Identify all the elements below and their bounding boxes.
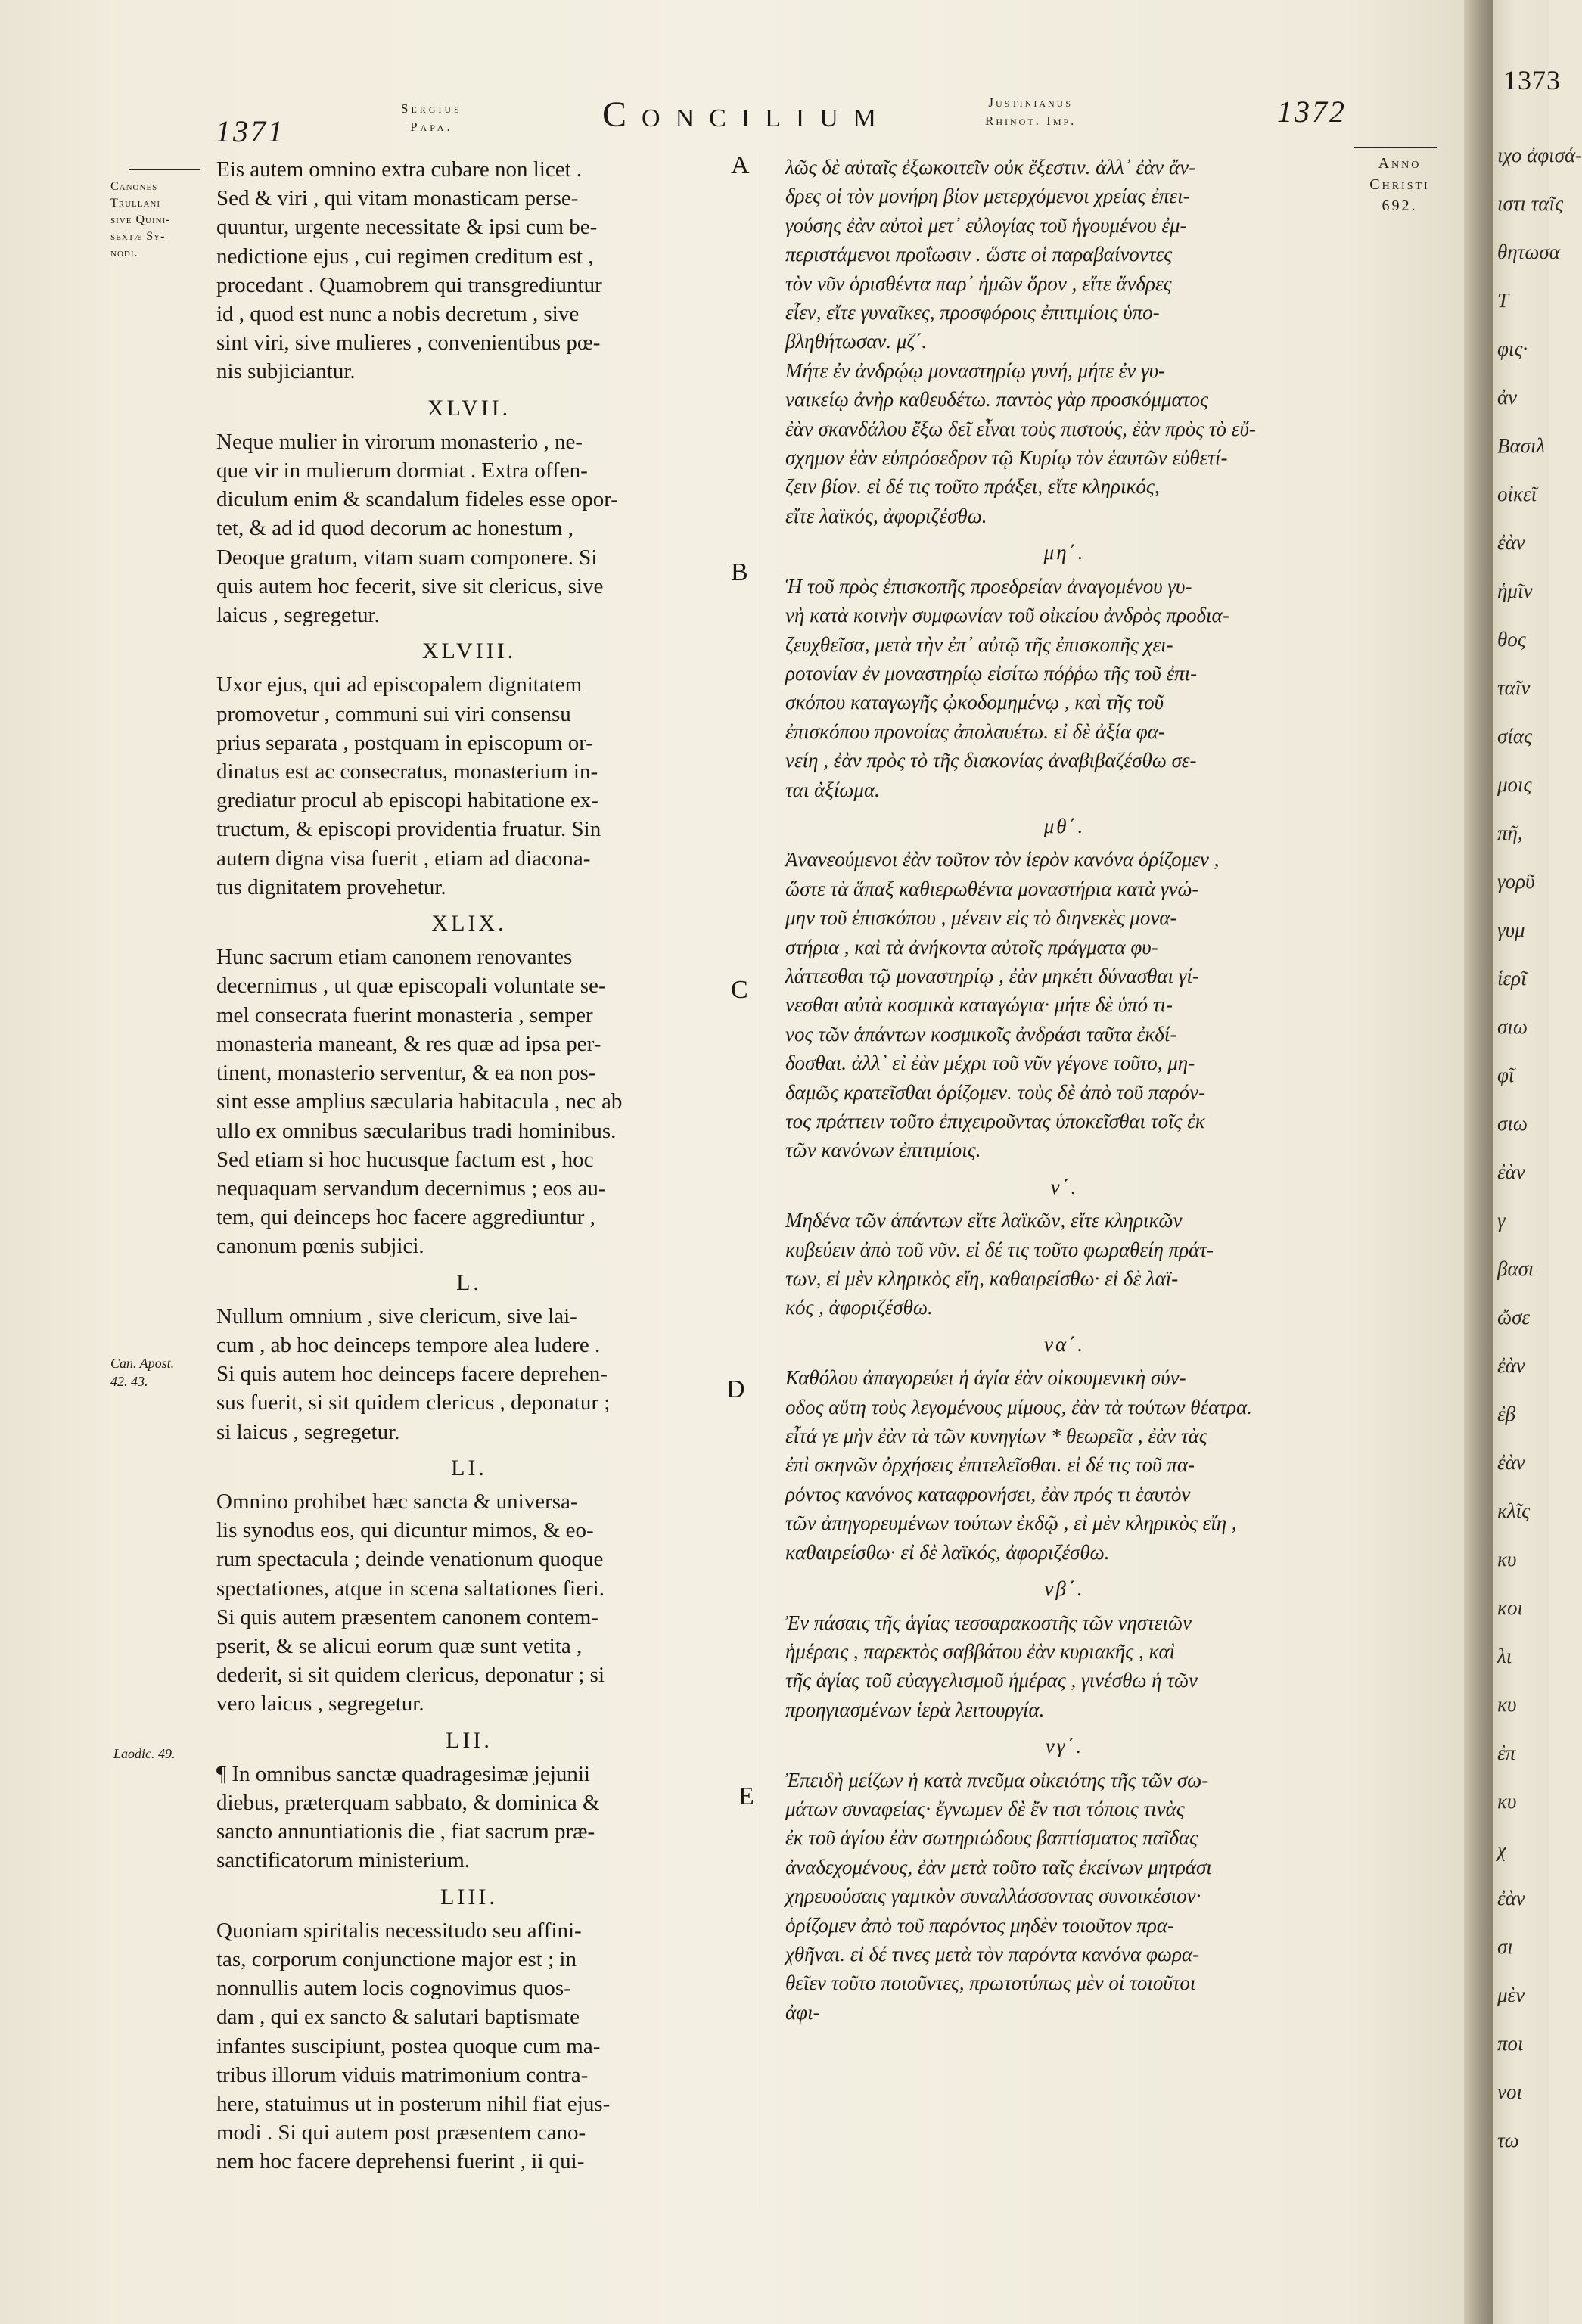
greek-line: βληθήτωσαν. μζ΄.: [785, 330, 928, 353]
latin-line: autem digna visa fuerit , etiam ad diacona-: [216, 846, 591, 871]
greek-line: ζευχθεῖσα, μετὰ τὴν ἐπ᾽ αὐτῷ τῆς ἐπισκοπῆς χει-: [785, 632, 1173, 656]
latin-line: dam , qui ex sancto & salutari baptismate: [216, 2005, 580, 2030]
latin-line: si laicus , segregetur.: [216, 1419, 400, 1444]
facing-page-fragment: Βασιλ: [1497, 434, 1546, 457]
latin-line: sanctificatorum ministerium.: [216, 1848, 471, 1873]
greek-line: θεῖεν τοῦτο ποιοῦντες, πρωτοτύπως μὲν οἱ τοιοῦτοι: [785, 1971, 1196, 1995]
greek-line: γούσης ἐὰν αὐτοὶ μετ᾽ εὐλογίας τοῦ ἡγουμένου ἐμ-: [785, 213, 1187, 237]
greek-line: δαμῶς κρατεῖσθαι ὁρίζομεν. τοὺς δὲ ἀπὸ τοῦ παρόν-: [785, 1080, 1206, 1104]
latin-line: prius separata , postquam in episcopum or-: [216, 730, 593, 755]
greek-line: ζειν βίον. εἰ δέ τις τοῦτο πράξει, εἴτε κληρικός,: [785, 475, 1160, 499]
facing-page-fragment: ἐὰν: [1497, 1451, 1525, 1474]
latin-line: cum , ab hoc deinceps tempore alea ludere .: [216, 1332, 601, 1357]
greek-heading: νβ΄.: [1044, 1577, 1085, 1601]
facing-page-fragment: ἐὰν: [1497, 1354, 1525, 1377]
facing-page-fragment: κυ: [1497, 1693, 1517, 1716]
latin-line: nequaquam servandum decernimus ; eos au-: [216, 1176, 606, 1201]
anno-line: Christi: [1369, 176, 1430, 193]
greek-line: ρόντος κανόνος καταφρονήσει, ἐὰν πρός τι ἑαυτὸν: [785, 1482, 1191, 1505]
greek-line: ἡμέραις , παρεκτὸς σαββάτου ἐὰν κυριακῆς , καὶ: [785, 1639, 1176, 1663]
margin-note-anno: [1354, 153, 1445, 216]
greek-line: νος τῶν ἁπάντων κοσμικοῖς ἀνδράσι ταῦτα ἐκδί-: [785, 1022, 1177, 1045]
latin-line: Si quis autem hoc deinceps facere deprehen-: [216, 1362, 608, 1387]
latin-line: Quoniam spiritalis necessitudo seu affini-: [216, 1918, 582, 1943]
facing-page-fragment: ἐπ: [1497, 1741, 1516, 1764]
greek-line: μάτων συναφείας· ἔγνωμεν δὲ ἔν τισι τόποις τινὰς: [785, 1797, 1185, 1820]
latin-line: ¶ In omnibus sanctæ quadragesimæ jejunii: [216, 1761, 590, 1786]
facing-page-fragment: κυ: [1497, 1548, 1517, 1571]
greek-heading: μη΄.: [1043, 541, 1086, 564]
greek-heading: ν΄.: [1050, 1175, 1079, 1198]
greek-column: [785, 153, 1344, 2027]
facing-page-fragment: ποι: [1497, 2032, 1524, 2055]
latin-line: mel consecrata fuerint monasteria , semper: [216, 1002, 593, 1027]
latin-line: nis subjiciantur.: [216, 359, 356, 384]
facing-page-fragment: ταῖν: [1497, 676, 1531, 699]
greek-heading: μθ΄.: [1043, 814, 1086, 837]
greek-line: κός , ἀφοριζέσθω.: [785, 1296, 933, 1319]
latin-line: nem hoc facere deprehensi fuerint , ii qui-: [216, 2149, 585, 2174]
margin-note-line: Can. Apost.: [110, 1356, 175, 1371]
section-letter-d: D: [726, 1375, 745, 1403]
margin-note-line: nodi.: [110, 247, 138, 259]
latin-line: decernimus , ut quæ episcopali voluntate se-: [216, 974, 606, 999]
margin-rule-left: [129, 169, 200, 170]
facing-page-fragment: ὤσε: [1497, 1306, 1531, 1328]
running-head-left-line: Papa.: [410, 120, 453, 134]
latin-line: tinent, monasterio serventur, & ea non pos-: [216, 1061, 596, 1086]
facing-page-fragment: σι: [1497, 1935, 1513, 1958]
greek-line: περιστάμενοι προΐωσιν . ὥστε οἱ παραβαίνοντες: [785, 243, 1173, 266]
facing-page-number: 1373: [1503, 65, 1561, 95]
latin-line: que vir in mulierum dormiat . Extra offen-: [216, 458, 588, 483]
latin-line: grediatur procul ab episcopi habitatione ex-: [216, 788, 598, 813]
greek-line: τὸν νῦν ὁρισθέντα παρ᾽ ἡμῶν ὅρον , εἴτε ἄνδρες: [785, 272, 1172, 295]
latin-line: tructum, & episcopi providentia fruatur. Sin: [216, 817, 601, 842]
latin-heading: LII.: [446, 1727, 493, 1753]
latin-line: pserit, & se alicui eorum quæ sunt vetita ,: [216, 1633, 583, 1658]
facing-page-fragment: γυμ: [1497, 918, 1525, 941]
greek-line: Μηδένα τῶν ἁπάντων εἴτε λαϊκῶν, εἴτε κληρικῶν: [785, 1209, 1183, 1232]
margin-note-canones: [110, 179, 209, 262]
facing-page-fragment: μοις: [1497, 773, 1532, 796]
section-letter-b: B: [731, 558, 748, 586]
greek-line: εἶτά γε μὴν ἐὰν τὰ τῶν κυνηγίων * θεωρεῖα , ἐὰν τὰς: [785, 1425, 1207, 1448]
facing-page-fragment: φις·: [1497, 337, 1528, 360]
latin-line: sancto annuntiationis die , fiat sacrum præ-: [216, 1819, 595, 1844]
latin-line: Omnino prohibet hæc sancta & universa-: [216, 1489, 578, 1514]
greek-line: σχημον ἐὰν εὐπρόσεδρον τῷ Κυρίῳ τὸν ἑαυτῶν εὐθετί-: [785, 446, 1228, 470]
greek-line: καθαιρείσθω· εἰ δὲ λαϊκός, ἀφοριζέσθω.: [785, 1540, 1110, 1564]
greek-line: λῶς δὲ αὐταῖς ἐξωκοιτεῖν οὐκ ἔξεστιν. ἀλλ᾽ ἐὰν ἄν-: [785, 156, 1196, 179]
latin-line: quuntur, urgente necessitate & ipsi cum be-: [216, 215, 598, 240]
facing-page-fragment: ἐὰν: [1497, 531, 1525, 554]
greek-line: οδος αὕτη τοὺς λεγομένους μίμους, ἐὰν τὰ τούτων θέατρα.: [785, 1395, 1252, 1418]
greek-line: νεσθαι αὐτὰ κοσμικὰ καταγώγια· μήτε δὲ ὑπό τι-: [785, 993, 1173, 1017]
latin-line: Deoque gratum, vitam suam componere. Si: [216, 545, 598, 570]
latin-line: infantes suscipiunt, postea quoque cum ma-: [216, 2034, 601, 2058]
latin-line: ullo ex omnibus sæcularibus tradi hominibus.: [216, 1118, 617, 1143]
latin-line: dederit, si sit quidem clericus, deponatur ; si: [216, 1663, 605, 1688]
latin-heading: XLVII.: [427, 395, 511, 421]
facing-page-fragment: θος: [1497, 628, 1526, 651]
latin-heading: LIII.: [440, 1884, 498, 1909]
facing-page-fragment: νοι: [1497, 2080, 1522, 2103]
latin-heading: L.: [456, 1269, 482, 1295]
greek-line: Ἐν πάσαις τῆς ἁγίας τεσσαρακοστῆς τῶν νηστειῶν: [785, 1611, 1192, 1634]
facing-page-fragment: χ: [1497, 1838, 1506, 1861]
facing-page-fragment: ἐὰν: [1497, 1887, 1525, 1909]
greek-line: σκόπου καταγωγῆς ᾠκοδομημένῳ , καὶ τῆς τοῦ: [785, 691, 1164, 714]
facing-page-fragment: μὲν: [1497, 1984, 1525, 2006]
greek-line: εἴτε λαϊκός, ἀφοριζέσθω.: [785, 504, 987, 527]
greek-line: ὥστε τὰ ἅπαξ καθιερωθέντα μοναστήρια κατὰ γνώ-: [785, 877, 1199, 900]
facing-page-fragment: οἰκεῖ: [1497, 483, 1537, 505]
facing-page-fragment: κλῖς: [1497, 1499, 1531, 1522]
latin-line: Sed etiam si hoc hucusque factum est , hoc: [216, 1147, 594, 1172]
greek-line: δοσθαι. ἀλλ᾽ εἰ ἐὰν μέχρι τοῦ νῦν γέγονε τοῦτο, μη-: [785, 1052, 1195, 1075]
facing-page-fragment: ιστι ταῖς: [1497, 192, 1564, 215]
anno-line: 692.: [1382, 197, 1418, 214]
latin-line: tus dignitatem provehetur.: [216, 875, 446, 899]
facing-page-fragment: γ: [1497, 1209, 1506, 1232]
greek-line: ὁρίζομεν ἀπὸ τοῦ παρόντος μηδὲν τοιοῦτον πρα-: [785, 1913, 1175, 1937]
margin-note-laodic: Laodic. 49.: [113, 1746, 176, 1761]
greek-line: τῆς ἁγίας τοῦ εὐαγγελισμοῦ ἡμέρας , γινέσθω ἡ τῶν: [785, 1669, 1198, 1692]
latin-line: nonnullis autem locis cognovimus quos-: [216, 1976, 571, 2001]
facing-page-fragment: σιω: [1497, 1015, 1528, 1038]
greek-line: τος πράττειν τοῦτο ἐπιχειροῦντας ὑποκεῖσθαι τοῖς ἐκ: [785, 1110, 1205, 1132]
margin-note-line: Trullani: [110, 197, 161, 210]
greek-line: ἐκ τοῦ ἁγίου ἐὰν σωτηριώδους βαπτίσματος παῖδας: [785, 1826, 1198, 1850]
greek-line: ται ἀξίωμα.: [785, 778, 880, 801]
latin-line: Neque mulier in virorum monasterio , ne-: [216, 429, 583, 454]
margin-note-line: sextæ Sy-: [110, 230, 166, 243]
running-head-right-line: Rhinot. Imp.: [985, 113, 1077, 128]
greek-line: στήρια , καὶ τὰ ἀνήκοντα αὐτοῖς πράγματα φυ-: [785, 935, 1158, 958]
latin-line: tas, corporum conjunctione major est ; in: [216, 1947, 577, 1971]
margin-rule-right: [1354, 147, 1437, 148]
greek-line: νὴ κατὰ κοινὴν συμφωνίαν τοῦ οἰκείου ἀνδρὸς προδια-: [785, 604, 1229, 627]
greek-line: δρες οἱ τὸν μονήρη βίον μετερχόμενοι χρείας ἐπει-: [785, 185, 1190, 208]
latin-line: id , quod est nunc a nobis decretum , sive: [216, 302, 580, 327]
facing-page-fragment: σίας: [1497, 725, 1532, 747]
facing-page-fragment: θητωσα: [1497, 241, 1560, 263]
greek-line: ναικείῳ ἀνὴρ καθευδέτω. παντὸς γὰρ προσκόμματος: [785, 388, 1208, 412]
page-number-left: 1371: [216, 114, 285, 148]
margin-note-line: sive Quini-: [110, 213, 171, 226]
facing-page-edge: [1493, 0, 1582, 2324]
facing-page-fragment: ἀν: [1497, 386, 1518, 409]
greek-line: ροτονίαν ἐν μοναστηρίῳ εἰσίτω πόῤῥω τῆς τοῦ ἐπι-: [785, 661, 1198, 685]
running-head-right-line: Justinianus: [988, 95, 1074, 110]
latin-line: tribus illorum viduis matrimonium contra-: [216, 2062, 589, 2087]
latin-line: lis synodus eos, qui dicuntur mimos, & eo-: [216, 1518, 594, 1543]
latin-heading: LI.: [451, 1455, 487, 1480]
greek-line: εἶεν, εἴτε γυναῖκες, προσφόροις ἐπιτιμίοις ὑπο-: [785, 301, 1160, 325]
latin-line: tet, & ad id quod decorum ac honestum ,: [216, 516, 573, 541]
greek-line: ἀναδεχομένους, ἐὰν μετὰ τοῦτο ταῖς ἐκείνων μητράσι: [785, 1855, 1212, 1878]
latin-heading: XLVIII.: [421, 638, 517, 664]
greek-line: ἐὰν σκανδάλου ἔξω δεῖ εἶναι τοὺς πιστούς, ἐὰν πρὸς τὸ εὔ-: [785, 417, 1256, 440]
latin-line: laicus , segregetur.: [216, 603, 380, 628]
facing-page-fragment: βασι: [1497, 1257, 1534, 1280]
latin-line: here, statuimus ut in posterum nihil fiat ejus-: [216, 2092, 611, 2116]
greek-line: κυβεύειν ἀπὸ τοῦ νῦν. εἰ δέ τις τοῦτο φωραθείη πράτ-: [785, 1238, 1214, 1261]
greek-heading: νγ΄.: [1045, 1735, 1084, 1758]
latin-line: Si quis autem præsentem canonem contem-: [216, 1605, 598, 1630]
margin-note-line: Canones: [110, 180, 158, 193]
latin-line: sint viri, sive mulieres , convenientibus pœ-: [216, 331, 601, 356]
latin-line: spectationes, atque in scena saltationes fieri.: [216, 1576, 605, 1601]
greek-line: Ἀνανεούμενοι ἐὰν τοῦτον τὸν ἱερὸν κανόνα ὁρίζομεν ,: [785, 848, 1220, 872]
margin-note-line: 42. 43.: [110, 1374, 148, 1389]
greek-line: χηρευούσαις γαμικὸν συναλλάσσοντας συνοικέσιον·: [785, 1884, 1201, 1908]
latin-line: nedictione ejus , cui regimen creditum est ,: [216, 244, 594, 269]
page-title: Concilium: [602, 95, 891, 135]
greek-line: προηγιασμένων ἱερὰ λειτουργία.: [785, 1698, 1045, 1721]
latin-line: sus fuerit, si sit quidem clericus , deponatur ;: [216, 1390, 611, 1415]
greek-line: Ἡ τοῦ πρὸς ἐπισκοπῆς προεδρείαν ἀναγομένου γυ-: [785, 574, 1192, 598]
latin-line: Sed & viri , qui vitam monasticam perse-: [216, 186, 579, 211]
facing-page-fragment: κυ: [1497, 1790, 1517, 1813]
greek-line: Ἐπειδὴ μείζων ἡ κατὰ πνεῦμα οἰκειότης τῆς τῶν σω-: [785, 1768, 1209, 1791]
greek-line: νείη , ἐὰν πρὸς τὸ τῆς διακονίας ἀναβιβαζέσθω σε-: [785, 749, 1197, 772]
greek-line: τῶν κανόνων ἐπιτιμίοις.: [785, 1139, 981, 1162]
latin-line: procedant . Quamobrem qui transgrediuntur: [216, 272, 602, 297]
book-gutter: [1464, 0, 1493, 2324]
greek-heading: να΄.: [1044, 1332, 1085, 1356]
latin-line: vero laicus , segregetur.: [216, 1692, 424, 1717]
anno-line: Anno: [1378, 155, 1422, 172]
page-number-right: 1372: [1277, 95, 1347, 129]
latin-heading: XLIX.: [431, 911, 507, 937]
facing-page-fragment: κοι: [1497, 1596, 1523, 1619]
facing-page-fragment: σιω: [1497, 1112, 1528, 1135]
facing-page-fragment: λι: [1497, 1645, 1512, 1667]
greek-line: ἐπὶ σκηνῶν ὀρχήσεις ἐπιτελεῖσθαι. εἰ δέ τις τοῦ πα-: [785, 1453, 1195, 1477]
latin-line: diculum enim & scandalum fideles esse opor-: [216, 487, 618, 512]
greek-line: χθῆναι. εἰ δέ τινες μετὰ τὸν παρόντα κανόνα φωρα-: [785, 1942, 1200, 1965]
latin-line: diebus, præterquam sabbato, & dominica &: [216, 1790, 600, 1815]
greek-line: ἀφι-: [785, 2000, 820, 2024]
latin-line: sint esse amplius sæcularia habitacula , nec ab: [216, 1089, 623, 1114]
facing-page-fragment: ιχο ἀφισά-: [1497, 144, 1582, 166]
latin-line: rum spectacula ; deinde venationum quoque: [216, 1547, 604, 1572]
facing-page-fragment: ἡμῖν: [1497, 579, 1533, 602]
latin-column: [216, 155, 722, 2176]
margin-note-can-apost: [110, 1354, 174, 1390]
facing-page-fragment: ἱερῖ: [1497, 967, 1527, 990]
latin-line: Hunc sacrum etiam canonem renovantes: [216, 945, 573, 970]
facing-page-fragment: πῆ,: [1497, 822, 1523, 844]
latin-line: modi . Si qui autem post præsentem cano-: [216, 2120, 586, 2145]
greek-line: Καθόλου ἀπαγορεύει ἡ ἁγία ἐὰν οἰκουμενικὴ σύν-: [785, 1366, 1186, 1390]
latin-line: dinatus est ac consecratus, monasterium in-: [216, 760, 598, 785]
greek-line: των, εἰ μὲν κληρικὸς εἴη, καθαιρείσθω· εἰ δὲ λαϊ-: [785, 1267, 1179, 1291]
latin-line: quis autem hoc fecerit, sive sit clericus, sive: [216, 573, 604, 598]
latin-line: Uxor ejus, qui ad episcopalem dignitatem: [216, 673, 583, 698]
section-letter-a: A: [731, 151, 750, 179]
running-head-right: [985, 94, 1076, 130]
latin-line: Eis autem omnino extra cubare non licet .: [216, 157, 583, 182]
greek-line: τῶν ἀπηγορευμένων τούτων ἐκδῷ , εἰ μὲν κληρικὸς εἴη ,: [785, 1512, 1237, 1535]
latin-line: promovetur , communi sui viri consensu: [216, 701, 571, 726]
greek-line: μην τοῦ ἐπισκόπου , μένειν εἰς τὸ διηνεκὲς μονα-: [785, 906, 1177, 930]
latin-line: canonum pœnis subjici.: [216, 1234, 424, 1259]
facing-page-fragment: γορῦ: [1497, 870, 1535, 893]
facing-page-fragment: ἐὰν: [1497, 1160, 1525, 1183]
facing-page-fragment: ἐβ: [1497, 1403, 1516, 1425]
facing-page-fragment: Τ: [1497, 289, 1509, 312]
greek-line: ἐπισκόπου προνοίας ἀπολαυέτω. εἰ δὲ ἀξία φα-: [785, 719, 1165, 743]
facing-page-fragment: φῖ: [1497, 1064, 1515, 1086]
section-letter-c: C: [731, 976, 748, 1004]
section-letter-e: E: [738, 1782, 754, 1810]
latin-line: Nullum omnium , sive clericum, sive lai-: [216, 1303, 577, 1328]
running-head-left: [401, 100, 462, 136]
facing-page-fragment: τω: [1497, 2129, 1519, 2152]
latin-line: monasteria maneant, & res quæ ad ipsa per-: [216, 1031, 601, 1056]
latin-line: tem, qui deinceps hoc facere aggrediuntur ,: [216, 1205, 595, 1230]
greek-line: λάττεσθαι τῷ μοναστηρίῳ , ἐὰν μηκέτι δύνασθαι γί-: [785, 964, 1199, 987]
running-head-left-line: Sergius: [401, 101, 462, 116]
greek-line: Μήτε ἐν ἀνδρῴῳ μοναστηρίῳ γυνή, μήτε ἐν γυ-: [785, 359, 1166, 382]
